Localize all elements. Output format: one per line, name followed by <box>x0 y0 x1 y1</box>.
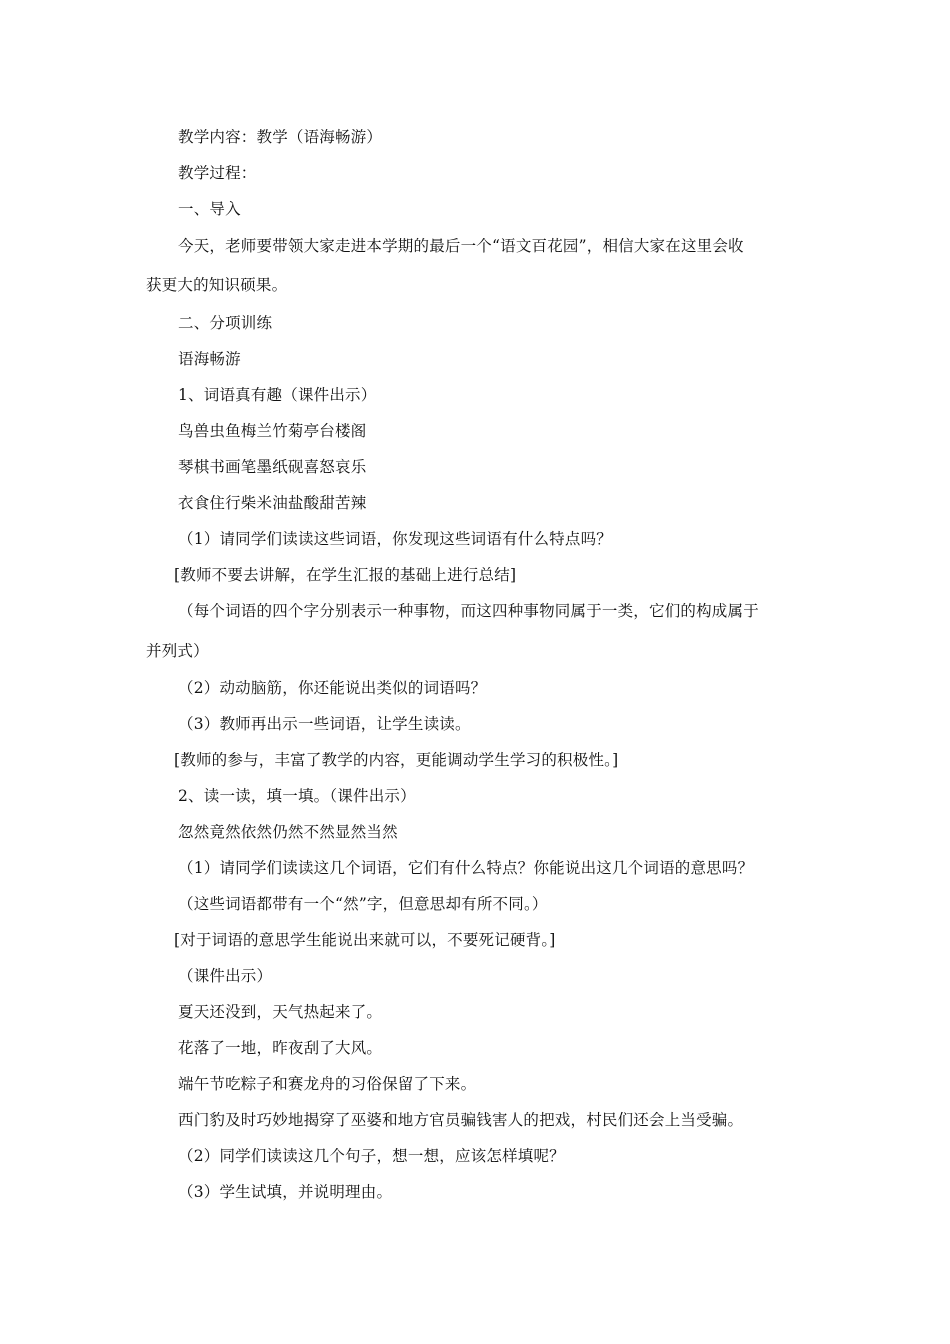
item-heading: 2、读一读，填一填。（课件出示） <box>178 787 416 805</box>
subheading: 语海畅游 <box>178 350 241 368</box>
example-sentence: 夏天还没到，天气热起来了。 <box>178 1003 383 1021</box>
question-line: （2）动动脑筋，你还能说出类似的词语吗？ <box>178 679 487 697</box>
teacher-note: [对于词语的意思学生能说出来就可以，不要死记硬背。] <box>174 931 556 949</box>
paragraph-line: 获更大的知识硕果。 <box>146 276 288 294</box>
explanation-line: （这些词语都带有一个“然”字，但意思却有所不同。） <box>178 895 548 913</box>
question-line: （1）请同学们读读这些词语，你发现这些词语有什么特点吗？ <box>178 530 612 548</box>
section-heading-training: 二、分项训练 <box>178 314 273 332</box>
process-heading: 教学过程： <box>178 164 257 182</box>
explanation-line: （每个词语的四个字分别表示一种事物，而这四种事物同属于一类，它们的构成属于 <box>178 602 759 620</box>
word-list: 衣食住行柴米油盐酸甜苦辣 <box>178 494 367 512</box>
example-sentence: 花落了一地，昨夜刮了大风。 <box>178 1039 383 1057</box>
example-sentence: 端午节吃粽子和赛龙舟的习俗保留了下来。 <box>178 1075 477 1093</box>
item-heading: 1、词语真有趣（课件出示） <box>178 386 377 404</box>
paragraph-line: 今天，老师要带领大家走进本学期的最后一个“语文百花园”，相信大家在这里会收 <box>178 237 744 255</box>
word-list: 忽然竟然依然仍然不然显然当然 <box>178 823 398 841</box>
teacher-note: [教师不要去讲解，在学生汇报的基础上进行总结] <box>174 566 517 584</box>
section-heading-intro: 一、导入 <box>178 200 241 218</box>
question-line: （1）请同学们读读这几个词语，它们有什么特点？你能说出这几个词语的意思吗？ <box>178 859 754 877</box>
question-line: （2）同学们读读这几个句子，想一想，应该怎样填呢？ <box>178 1147 565 1165</box>
courseware-note: （课件出示） <box>178 967 273 985</box>
word-list: 琴棋书画笔墨纸砚喜怒哀乐 <box>178 458 367 476</box>
teacher-note: [教师的参与，丰富了教学的内容，更能调动学生学习的积极性。] <box>174 751 619 769</box>
explanation-line: 并列式） <box>146 642 209 660</box>
content-line: 教学内容：教学（语海畅游） <box>178 128 383 146</box>
question-line: （3）学生试填，并说明理由。 <box>178 1183 393 1201</box>
word-list: 鸟兽虫鱼梅兰竹菊亭台楼阁 <box>178 422 367 440</box>
example-sentence: 西门豹及时巧妙地揭穿了巫婆和地方官员骗钱害人的把戏，村民们还会上当受骗。 <box>178 1111 744 1129</box>
question-line: （3）教师再出示一些词语，让学生读读。 <box>178 715 471 733</box>
